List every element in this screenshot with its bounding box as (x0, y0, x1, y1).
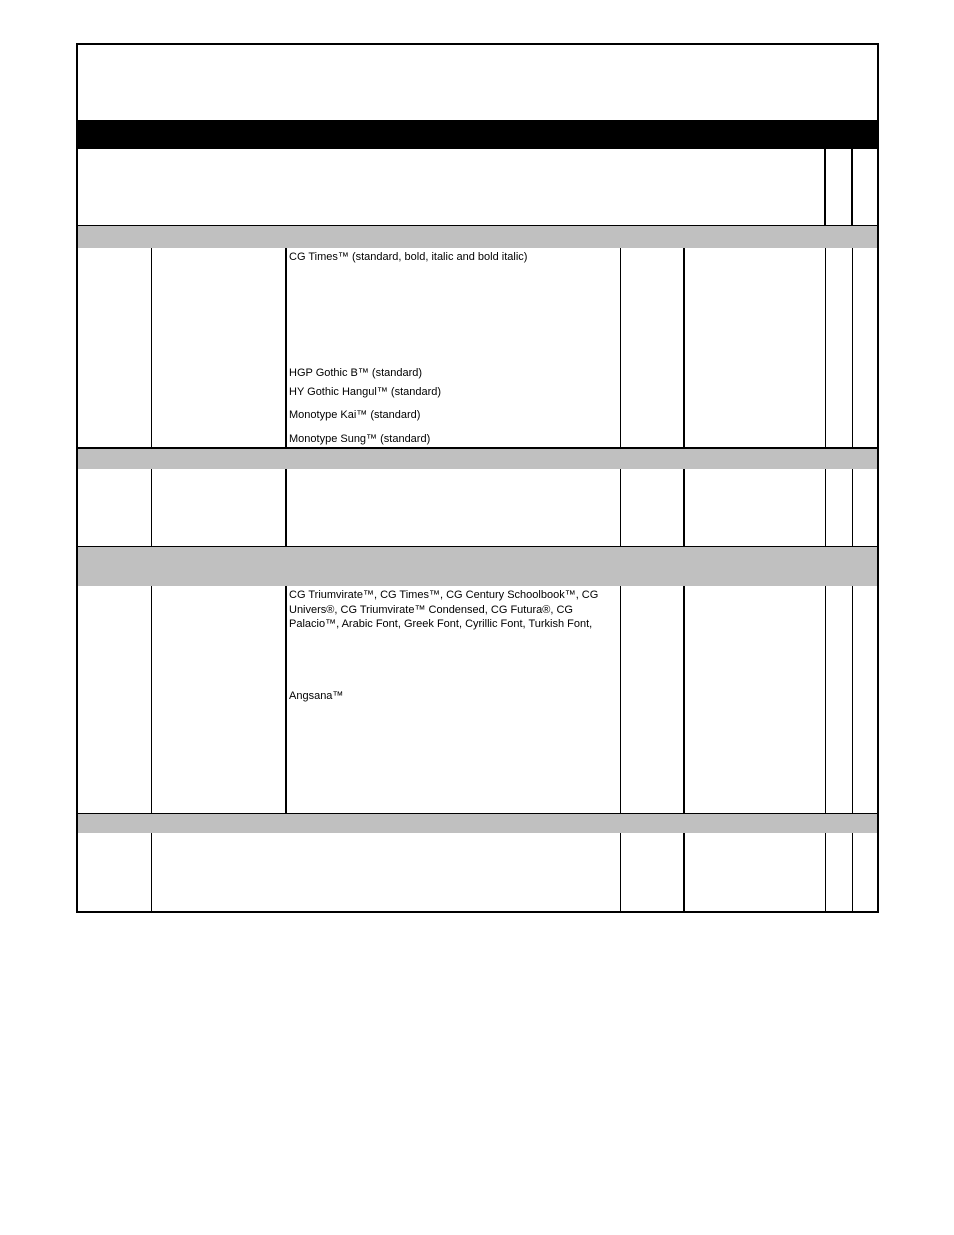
col-rule-a (151, 833, 152, 911)
col-rule-e (825, 586, 826, 814)
section-band-2 (78, 449, 877, 469)
col-rule-f (852, 248, 853, 448)
section-band-4 (78, 814, 877, 833)
col-rule-f (852, 833, 853, 911)
col-rule-f (852, 469, 853, 547)
font-list-item: HY Gothic Hangul™ (standard) (289, 386, 442, 398)
col-rule-d (683, 469, 685, 547)
section-band-1 (78, 226, 877, 248)
font-list-item: Monotype Sung™ (standard) (289, 433, 431, 445)
col-rule-d (683, 586, 685, 814)
font-list-item: Monotype Kai™ (standard) (289, 409, 421, 421)
col-rule-a (151, 248, 152, 448)
col-rule-e (825, 469, 826, 547)
col-rule-f (852, 586, 853, 814)
spec-table (76, 43, 879, 913)
col-rule-c (620, 469, 621, 547)
font-list-item: CG Triumvirate™, CG Times™, CG Century Schoolbook™, CG Univers®, CG Triumvirate™ Condensed, CG Futura®, CG Palacio™, Arabic Font, Greek Font, Cyrillic Font, Turkish Font, (289, 589, 599, 630)
font-list-item: Angsana™ (289, 690, 344, 702)
col-rule-c (620, 248, 621, 448)
header-column-rule-1 (824, 149, 826, 225)
header-band (78, 120, 877, 149)
col-rule-c (620, 833, 621, 911)
col-rule-b (285, 586, 287, 814)
section-band-3 (78, 547, 877, 586)
col-rule-e (825, 248, 826, 448)
font-list-item: HGP Gothic B™ (standard) (289, 367, 423, 379)
font-list-item: CG Times™ (standard, bold, italic and bold italic) (289, 251, 528, 263)
col-rule-a (151, 586, 152, 814)
col-rule-b (285, 248, 287, 448)
col-rule-d (683, 248, 685, 448)
col-rule-b (285, 469, 287, 547)
col-rule-d (683, 833, 685, 911)
col-rule-e (825, 833, 826, 911)
header-column-rule-2 (851, 149, 853, 225)
col-rule-a (151, 469, 152, 547)
col-rule-c (620, 586, 621, 814)
